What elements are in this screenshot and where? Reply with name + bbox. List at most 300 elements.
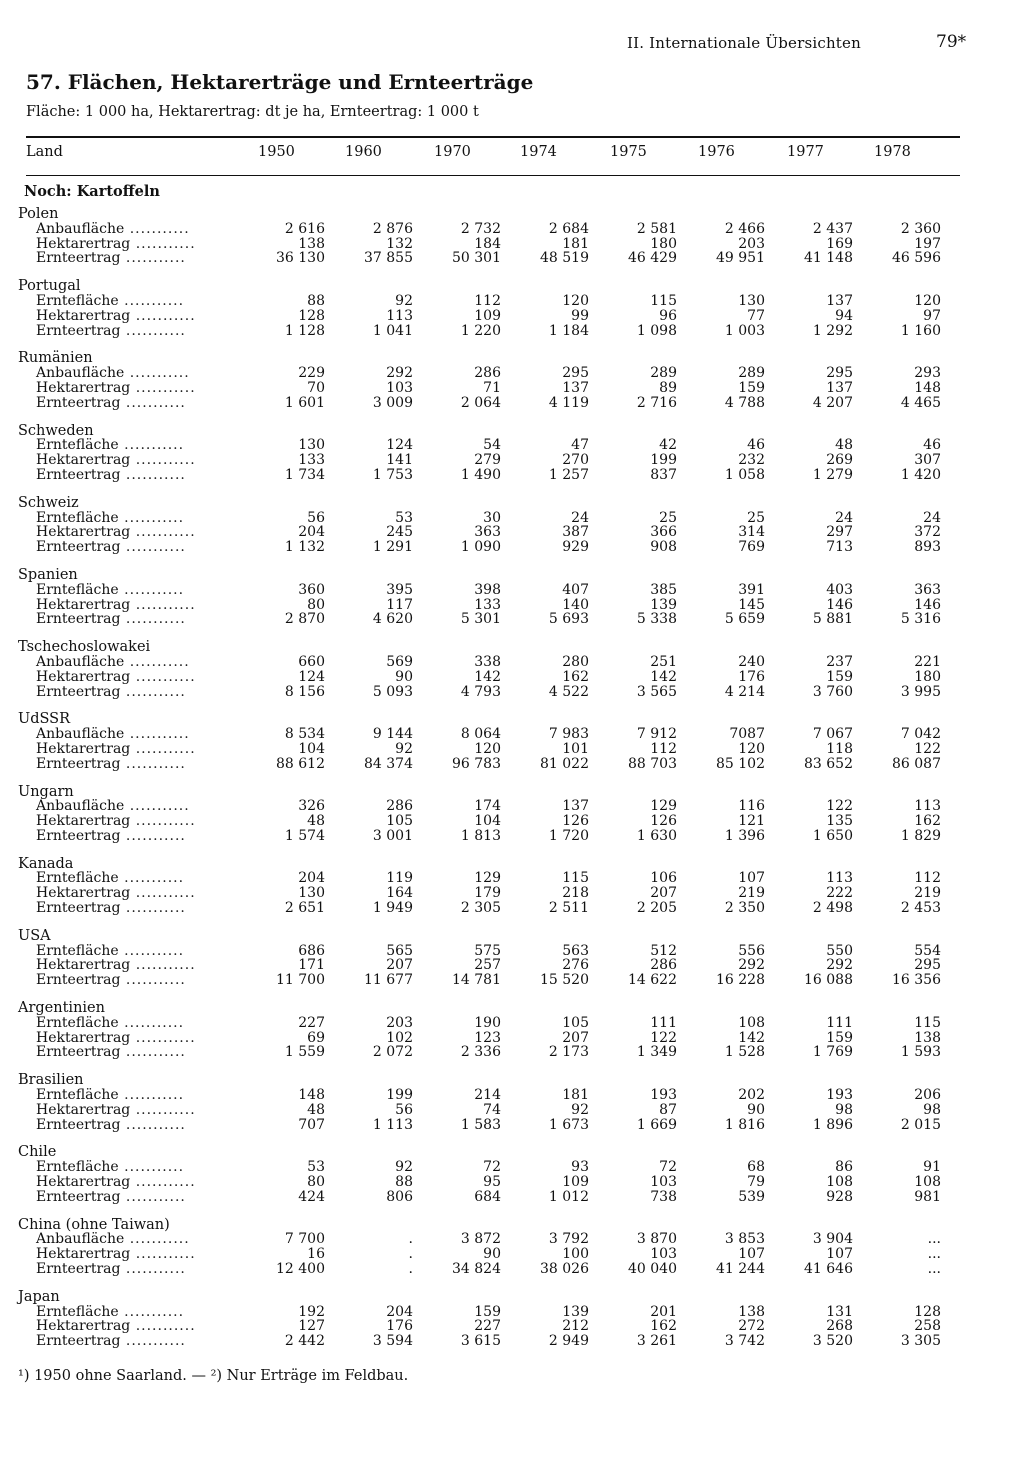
value-cell: 1 601 bbox=[284, 394, 325, 411]
row-label-cell bbox=[18, 511, 240, 526]
spacer-cell bbox=[18, 988, 941, 1001]
value-cell: 108 bbox=[826, 1174, 853, 1191]
value-cell: 1 949 bbox=[372, 900, 413, 917]
value-cell: 1 528 bbox=[724, 1044, 765, 1061]
value-cell: 385 bbox=[650, 581, 677, 598]
value-cell: 41 646 bbox=[804, 1261, 853, 1278]
value-cell: 148 bbox=[914, 379, 941, 396]
value-cell: 130 bbox=[298, 437, 325, 454]
value-cell: 86 087 bbox=[892, 755, 941, 772]
row-label-cell bbox=[18, 944, 240, 959]
value-cell: 286 bbox=[650, 957, 677, 974]
value-cell: 227 bbox=[474, 1318, 501, 1335]
value-cell: 1 813 bbox=[460, 827, 501, 844]
row-label: Ernteertrag bbox=[36, 1261, 121, 1278]
spacer-cell bbox=[18, 483, 941, 496]
value-cell: 203 bbox=[386, 1014, 413, 1031]
row-label: Hektarertrag bbox=[36, 1318, 131, 1335]
row-label-cell bbox=[18, 1160, 240, 1175]
value-cell: 1 734 bbox=[284, 466, 325, 483]
leader-dots: ........... bbox=[120, 972, 186, 989]
country-name: Tschechoslowakei bbox=[18, 639, 151, 656]
value-cell: 4 465 bbox=[900, 394, 941, 411]
spacer-cell bbox=[18, 555, 941, 568]
value-cell: 148 bbox=[298, 1087, 325, 1104]
row-label-cell bbox=[18, 1045, 240, 1060]
value-cell: 3 742 bbox=[724, 1333, 765, 1350]
value-cell: 2 173 bbox=[548, 1044, 589, 1061]
row-label-cell bbox=[18, 309, 240, 324]
value-cell: 46 596 bbox=[892, 250, 941, 267]
value-cell: 88 bbox=[307, 292, 325, 309]
table-row bbox=[18, 742, 941, 757]
leader-dots: ........... bbox=[130, 1029, 196, 1046]
value-cell: 115 bbox=[562, 870, 589, 887]
value-cell: 142 bbox=[474, 668, 501, 685]
leader-dots: ........... bbox=[124, 220, 190, 237]
value-cell: 4 119 bbox=[548, 394, 589, 411]
spacer-row bbox=[18, 555, 941, 568]
leader-dots: ........... bbox=[118, 292, 185, 309]
value-cell: 5 316 bbox=[900, 611, 941, 628]
row-label: Erntefläche bbox=[36, 581, 119, 598]
value-cell: 363 bbox=[474, 524, 501, 541]
value-cell: 3 261 bbox=[636, 1333, 677, 1350]
value-cell: 1 160 bbox=[900, 322, 941, 339]
country-name: UdSSR bbox=[18, 711, 71, 728]
value-cell: 2 716 bbox=[636, 394, 677, 411]
value-cell: 137 bbox=[562, 798, 589, 815]
value-cell: 180 bbox=[914, 668, 941, 685]
value-cell: 292 bbox=[826, 957, 853, 974]
value-cell: 103 bbox=[650, 1246, 677, 1263]
table-row bbox=[18, 540, 941, 555]
leader-dots: ........... bbox=[118, 1303, 185, 1320]
value-cell: 5 693 bbox=[548, 611, 589, 628]
value-cell: 113 bbox=[386, 307, 413, 324]
value-cell: 2 305 bbox=[460, 900, 501, 917]
value-cell: 3 565 bbox=[636, 683, 677, 700]
spacer-cell bbox=[18, 338, 941, 351]
value-cell: 1 829 bbox=[900, 827, 941, 844]
value-cell: 15 520 bbox=[540, 972, 589, 989]
value-cell: 126 bbox=[650, 813, 677, 830]
spacer-row bbox=[18, 1277, 941, 1290]
leader-dots: ........... bbox=[120, 394, 186, 411]
row-label: Hektarertrag bbox=[36, 307, 131, 324]
row-label-cell bbox=[18, 655, 240, 670]
value-cell: 162 bbox=[914, 813, 941, 830]
value-cell: 908 bbox=[650, 539, 677, 556]
value-cell: 109 bbox=[562, 1174, 589, 1191]
value-cell: 100 bbox=[562, 1246, 589, 1263]
leader-dots: ........... bbox=[130, 379, 196, 396]
value-cell: 5 093 bbox=[372, 683, 413, 700]
leader-dots: ........... bbox=[130, 668, 196, 685]
value-cell: 2 442 bbox=[284, 1333, 325, 1350]
column-header-land: Land bbox=[26, 144, 63, 160]
value-cell: 8 156 bbox=[284, 683, 325, 700]
value-cell: 34 824 bbox=[452, 1261, 501, 1278]
value-cell: 928 bbox=[826, 1188, 853, 1205]
value-cell: 232 bbox=[738, 452, 765, 469]
value-cell: 707 bbox=[298, 1116, 325, 1133]
spacer-cell bbox=[18, 916, 941, 929]
leader-dots: ........... bbox=[120, 611, 186, 628]
row-label-cell bbox=[18, 453, 240, 468]
row-label: Hektarertrag bbox=[36, 524, 131, 541]
value-cell: 2 336 bbox=[460, 1044, 501, 1061]
value-cell: 338 bbox=[474, 653, 501, 670]
value-cell: 88 703 bbox=[628, 755, 677, 772]
value-cell: 97 bbox=[923, 307, 941, 324]
table-row bbox=[18, 944, 941, 959]
value-cell: 48 bbox=[307, 813, 325, 830]
leader-dots: ........... bbox=[120, 1188, 186, 1205]
value-cell: 295 bbox=[826, 365, 853, 382]
country-row bbox=[18, 351, 941, 366]
row-label-cell bbox=[18, 1190, 240, 1205]
table-row bbox=[18, 973, 941, 988]
value-cell: 7 983 bbox=[548, 726, 589, 743]
value-cell: . bbox=[408, 1246, 413, 1263]
row-label-cell bbox=[18, 799, 240, 814]
value-cell: 87 bbox=[659, 1101, 677, 1118]
value-cell: 3 904 bbox=[812, 1231, 853, 1248]
row-label-cell bbox=[18, 612, 240, 627]
value-cell: 25 bbox=[659, 509, 677, 526]
row-label-cell bbox=[18, 958, 240, 973]
spacer-cell bbox=[18, 1060, 941, 1073]
table-row bbox=[18, 1103, 941, 1118]
value-cell: 276 bbox=[562, 957, 589, 974]
value-cell: 2 651 bbox=[284, 900, 325, 917]
value-cell: 92 bbox=[395, 292, 413, 309]
leader-dots: ........... bbox=[120, 322, 186, 339]
value-cell: 539 bbox=[738, 1188, 765, 1205]
value-cell: 25 bbox=[747, 509, 765, 526]
value-cell: 46 bbox=[747, 437, 765, 454]
spacer-cell bbox=[18, 411, 941, 424]
value-cell: 81 022 bbox=[540, 755, 589, 772]
value-cell: 50 301 bbox=[452, 250, 501, 267]
table-row bbox=[18, 324, 941, 339]
spacer-cell bbox=[18, 627, 941, 640]
value-cell: 129 bbox=[474, 870, 501, 887]
row-label-cell bbox=[18, 237, 240, 252]
row-label-cell bbox=[18, 540, 240, 555]
value-cell: 1 420 bbox=[900, 466, 941, 483]
value-cell: 119 bbox=[386, 870, 413, 887]
value-cell: 293 bbox=[914, 365, 941, 382]
value-cell: 105 bbox=[562, 1014, 589, 1031]
value-cell: 214 bbox=[474, 1087, 501, 1104]
value-cell: 138 bbox=[298, 235, 325, 252]
value-cell: 289 bbox=[738, 365, 765, 382]
value-cell: 207 bbox=[386, 957, 413, 974]
value-cell: 90 bbox=[483, 1246, 501, 1263]
table-row bbox=[18, 886, 941, 901]
value-cell: 79 bbox=[747, 1174, 765, 1191]
row-label: Anbaufläche bbox=[36, 1231, 125, 1248]
value-cell: 98 bbox=[835, 1101, 853, 1118]
value-cell: 132 bbox=[386, 235, 413, 252]
value-cell: 145 bbox=[738, 596, 765, 613]
row-label: Ernteertrag bbox=[36, 1333, 121, 1350]
value-cell: 806 bbox=[386, 1188, 413, 1205]
row-label-cell bbox=[18, 396, 240, 411]
value-cell: 219 bbox=[914, 885, 941, 902]
row-label-cell bbox=[18, 1305, 240, 1320]
row-label: Hektarertrag bbox=[36, 596, 131, 613]
leader-dots: ........... bbox=[118, 1087, 185, 1104]
value-cell: 190 bbox=[474, 1014, 501, 1031]
table-row bbox=[18, 757, 941, 772]
value-cell: 123 bbox=[474, 1029, 501, 1046]
spacer-row bbox=[18, 916, 941, 929]
spacer-row bbox=[18, 338, 941, 351]
country-row bbox=[18, 279, 941, 294]
value-cell: 3 792 bbox=[548, 1231, 589, 1248]
row-label: Hektarertrag bbox=[36, 740, 131, 757]
value-cell: 1 349 bbox=[636, 1044, 677, 1061]
value-cell: ... bbox=[927, 1261, 941, 1278]
leader-dots: ........... bbox=[124, 798, 190, 815]
table-row bbox=[18, 237, 941, 252]
value-cell: 2 870 bbox=[284, 611, 325, 628]
header-rule bbox=[26, 175, 960, 176]
value-cell: . bbox=[408, 1261, 413, 1278]
row-label: Erntefläche bbox=[36, 292, 119, 309]
value-cell: 660 bbox=[298, 653, 325, 670]
value-cell: 131 bbox=[826, 1303, 853, 1320]
value-cell: 201 bbox=[650, 1303, 677, 1320]
spacer-cell bbox=[18, 1205, 941, 1218]
value-cell: 104 bbox=[298, 740, 325, 757]
country-row bbox=[18, 1290, 941, 1305]
value-cell: 115 bbox=[650, 292, 677, 309]
table-row bbox=[18, 958, 941, 973]
value-cell: 1 669 bbox=[636, 1116, 677, 1133]
row-label-cell bbox=[18, 1262, 240, 1277]
row-label: Anbaufläche bbox=[36, 365, 125, 382]
value-cell: 84 374 bbox=[364, 755, 413, 772]
leader-dots: ........... bbox=[120, 1044, 186, 1061]
row-label-cell bbox=[18, 525, 240, 540]
table-row bbox=[18, 1160, 941, 1175]
value-cell: 2 350 bbox=[724, 900, 765, 917]
value-cell: 366 bbox=[650, 524, 677, 541]
value-cell: 2 876 bbox=[372, 220, 413, 237]
row-label: Erntefläche bbox=[36, 1087, 119, 1104]
country-row bbox=[18, 929, 941, 944]
footnote: ¹) 1950 ohne Saarland. — ²) Nur Erträge im Feldbau. bbox=[18, 1368, 409, 1384]
value-cell: 137 bbox=[562, 379, 589, 396]
value-cell: 115 bbox=[914, 1014, 941, 1031]
row-label: Hektarertrag bbox=[36, 1174, 131, 1191]
row-label-cell bbox=[18, 814, 240, 829]
value-cell: 139 bbox=[650, 596, 677, 613]
value-cell: 8 064 bbox=[460, 726, 501, 743]
value-cell: 512 bbox=[650, 942, 677, 959]
table-row bbox=[18, 511, 941, 526]
column-header-1950: 1950 bbox=[258, 144, 295, 160]
value-cell: 103 bbox=[386, 379, 413, 396]
value-cell: 133 bbox=[474, 596, 501, 613]
table-row bbox=[18, 222, 941, 237]
spacer-cell bbox=[18, 1132, 941, 1145]
table-row bbox=[18, 1232, 941, 1247]
value-cell: 7 912 bbox=[636, 726, 677, 743]
value-cell: 85 102 bbox=[716, 755, 765, 772]
table-row bbox=[18, 901, 941, 916]
leader-dots: ........... bbox=[120, 1333, 186, 1350]
country-row bbox=[18, 1145, 941, 1160]
value-cell: 2 072 bbox=[372, 1044, 413, 1061]
value-cell: 575 bbox=[474, 942, 501, 959]
table-row bbox=[18, 670, 941, 685]
value-cell: 111 bbox=[650, 1014, 677, 1031]
value-cell: 42 bbox=[659, 437, 677, 454]
value-cell: 4 207 bbox=[812, 394, 853, 411]
table-row bbox=[18, 309, 941, 324]
value-cell: 3 520 bbox=[812, 1333, 853, 1350]
value-cell: 103 bbox=[650, 1174, 677, 1191]
value-cell: 565 bbox=[386, 942, 413, 959]
country-row bbox=[18, 785, 941, 800]
row-label: Ernteertrag bbox=[36, 250, 121, 267]
value-cell: 222 bbox=[826, 885, 853, 902]
value-cell: 142 bbox=[650, 668, 677, 685]
value-cell: 107 bbox=[826, 1246, 853, 1263]
country-name: Brasilien bbox=[18, 1072, 84, 1089]
value-cell: 4 522 bbox=[548, 683, 589, 700]
value-cell: 1 816 bbox=[724, 1116, 765, 1133]
value-cell: 221 bbox=[914, 653, 941, 670]
country-name: Chile bbox=[18, 1144, 57, 1161]
value-cell: 2 015 bbox=[900, 1116, 941, 1133]
table-row bbox=[18, 1305, 941, 1320]
value-cell: 1 490 bbox=[460, 466, 501, 483]
row-label: Erntefläche bbox=[36, 1159, 119, 1176]
table-row bbox=[18, 871, 941, 886]
leader-dots: ........... bbox=[130, 740, 196, 757]
table-row bbox=[18, 1118, 941, 1133]
table-row bbox=[18, 1175, 941, 1190]
value-cell: 176 bbox=[386, 1318, 413, 1335]
row-label: Hektarertrag bbox=[36, 235, 131, 252]
value-cell: 16 356 bbox=[892, 972, 941, 989]
row-label-cell bbox=[18, 1232, 240, 1247]
value-cell: 46 bbox=[923, 437, 941, 454]
value-cell: 140 bbox=[562, 596, 589, 613]
value-cell: 292 bbox=[386, 365, 413, 382]
value-cell: 12 400 bbox=[276, 1261, 325, 1278]
value-cell: 92 bbox=[571, 1101, 589, 1118]
table-row bbox=[18, 1045, 941, 1060]
country-name: Ungarn bbox=[18, 783, 74, 800]
value-cell: 1 184 bbox=[548, 322, 589, 339]
value-cell: 96 783 bbox=[452, 755, 501, 772]
value-cell: 90 bbox=[395, 668, 413, 685]
value-cell: 206 bbox=[914, 1087, 941, 1104]
value-cell: 286 bbox=[386, 798, 413, 815]
row-label: Ernteertrag bbox=[36, 683, 121, 700]
row-label: Ernteertrag bbox=[36, 466, 121, 483]
row-label-cell bbox=[18, 438, 240, 453]
value-cell: 130 bbox=[738, 292, 765, 309]
value-cell: 46 429 bbox=[628, 250, 677, 267]
value-cell: 11 677 bbox=[364, 972, 413, 989]
leader-dots: ........... bbox=[124, 1231, 190, 1248]
value-cell: 47 bbox=[571, 437, 589, 454]
value-cell: 326 bbox=[298, 798, 325, 815]
row-label: Hektarertrag bbox=[36, 668, 131, 685]
row-label: Anbaufläche bbox=[36, 726, 125, 743]
row-label: Anbaufläche bbox=[36, 653, 125, 670]
value-cell: 116 bbox=[738, 798, 765, 815]
leader-dots: ........... bbox=[118, 1159, 185, 1176]
row-label: Erntefläche bbox=[36, 1014, 119, 1031]
table-row bbox=[18, 1247, 941, 1262]
value-cell: 1 058 bbox=[724, 466, 765, 483]
row-label: Ernteertrag bbox=[36, 1188, 121, 1205]
row-label: Erntefläche bbox=[36, 437, 119, 454]
value-cell: 769 bbox=[738, 539, 765, 556]
value-cell: 101 bbox=[562, 740, 589, 757]
leader-dots: ........... bbox=[118, 942, 185, 959]
table-units: Fläche: 1 000 ha, Hektarertrag: dt je ha, Ernteertrag: 1 000 t bbox=[26, 104, 479, 120]
value-cell: 88 bbox=[395, 1174, 413, 1191]
value-cell: 107 bbox=[738, 870, 765, 887]
spacer-row bbox=[18, 699, 941, 712]
leader-dots: ........... bbox=[130, 1318, 196, 1335]
value-cell: 72 bbox=[483, 1159, 501, 1176]
row-label-cell bbox=[18, 1319, 240, 1334]
spacer-row bbox=[18, 266, 941, 279]
row-label-cell bbox=[18, 1088, 240, 1103]
country-name: USA bbox=[18, 927, 51, 944]
value-cell: 2 466 bbox=[724, 220, 765, 237]
value-cell: 269 bbox=[826, 452, 853, 469]
value-cell: 1 396 bbox=[724, 827, 765, 844]
value-cell: 117 bbox=[386, 596, 413, 613]
row-label-cell bbox=[18, 829, 240, 844]
value-cell: 162 bbox=[562, 668, 589, 685]
value-cell: 137 bbox=[826, 292, 853, 309]
value-cell: 98 bbox=[923, 1101, 941, 1118]
value-cell: 837 bbox=[650, 466, 677, 483]
table-row bbox=[18, 1016, 941, 1031]
spacer-cell bbox=[18, 266, 941, 279]
value-cell: 9 144 bbox=[372, 726, 413, 743]
value-cell: 1 257 bbox=[548, 466, 589, 483]
value-cell: 5 301 bbox=[460, 611, 501, 628]
row-label-cell bbox=[18, 598, 240, 613]
leader-dots: ........... bbox=[120, 1261, 186, 1278]
value-cell: 102 bbox=[386, 1029, 413, 1046]
value-cell: 1 559 bbox=[284, 1044, 325, 1061]
value-cell: 2 511 bbox=[548, 900, 589, 917]
value-cell: 193 bbox=[826, 1087, 853, 1104]
value-cell: 1 583 bbox=[460, 1116, 501, 1133]
value-cell: 398 bbox=[474, 581, 501, 598]
value-cell: 5 659 bbox=[724, 611, 765, 628]
value-cell: 129 bbox=[650, 798, 677, 815]
row-label: Erntefläche bbox=[36, 942, 119, 959]
spacer-cell bbox=[18, 772, 941, 785]
table-row bbox=[18, 525, 941, 540]
